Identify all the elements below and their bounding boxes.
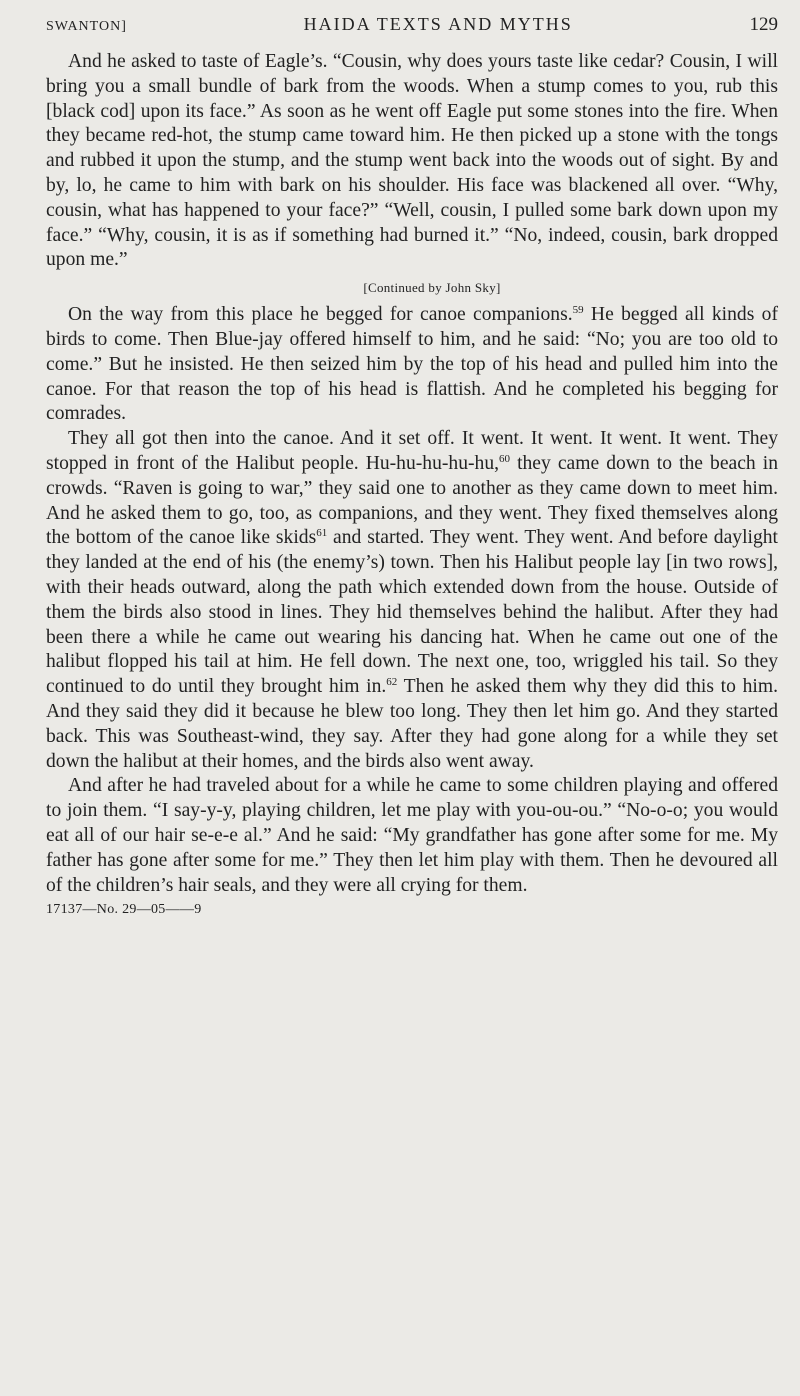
paragraph-text: they came down to the beach in crowds. “Raven is going to war,” they said one to another as they came down to meet him. And he asked them to go, too, as companions, and they went. They fixed themselves along the bottom of the canoe like skids [46,452,779,549]
paragraph [46,303,778,427]
body-text-bottom [46,303,778,898]
paragraph-text: And he asked to taste of Eagle’s. “Cousin, why does yours taste like cedar? Cousin, I will bring you a small bundle of bark from the woods. When a stump comes to you, rub this [black cod] upon its face.” As soon as he went off Eagle put some stones into the fire. When they became red-hot, the stump came toward him. He then picked up a stone with the tongs and rubbed it upon the stump, and the stump went back into the woods out of sight. By and by, lo, he came to him with bark on his shoulder. His face was blackened all over. “Why, cousin, what has happened to your face?” “Well, cousin, I pulled some bark down upon my face.” “Why, cousin, it is as if something had burned it.” “No, indeed, cousin, bark dropped upon me.” [46,51,778,271]
paragraph-text: And after he had traveled about for a while he came to some children playing and offered to join them. “I say-y-y, playing children, let me play with you-ou-ou.” “No-o-o; you would eat all of our hair se-e-e al.” And he said: “My grandfather has gone after some for me. My father has gone after some for me.” They then let him play with them. Then he devoured all of the children’s hair seals, and they were all crying for them. [46,775,778,896]
paragraph-text: He begged all kinds of birds to come. Then Blue-jay offered himself to him, and he said: “No; you are too old to come.” But he insisted. He then seized him by the top of his head and pulled him into the canoe. For that reason the top of his head is flattish. And he completed his begging for comrades. [46,304,778,425]
paragraph [46,427,778,774]
paragraph-text: On the way from this place he begged for canoe companions. [68,304,573,326]
running-head-left: SWANTON] [46,19,127,34]
running-head [46,14,778,50]
printer-mark: 17137—No. 29—05——9 [46,902,202,918]
page-number: 129 [749,14,778,35]
footnote-marker[interactable]: 61 [316,527,328,540]
footnote-marker[interactable]: 60 [499,452,511,465]
continued-note: [Continued by John Sky] [363,280,501,296]
paragraph-text: They all got then into the canoe. And it set off. It went. It went. It went. It went. They stopped in front of the Halibut people. Hu-hu-hu-hu-hu, [46,428,778,474]
running-head-title: HAIDA TEXTS AND MYTHS [303,14,573,34]
paragraph-text: and started. They went. They went. And before daylight they landed at the end of his (the enemy’s) town. Then his Halibut people lay [in two rows], with their heads outward, along the path which extended down from the house. Outside of them the birds also stood in lines. They hid themselves behind the halibut. After they had been there a while he came out wearing his dancing hat. When he came out one of the halibut flopped his tail at him. He fell down. The next one, too, wriggled his tail. So they continued to do until they brought him in. [46,527,778,698]
body-text-top [46,50,778,273]
footnote-marker[interactable]: 62 [386,676,398,689]
paragraph [46,50,778,273]
paragraph-text: Then he asked them why they did this to him. And they said they did it because he blew too long. They then let him go. And they started back. This was Southeast-wind, they say. After they had gone along for a while they set down the halibut at their homes, and the birds also went away. [46,676,779,772]
footnote-marker[interactable]: 59 [572,304,584,317]
paragraph [46,774,778,898]
